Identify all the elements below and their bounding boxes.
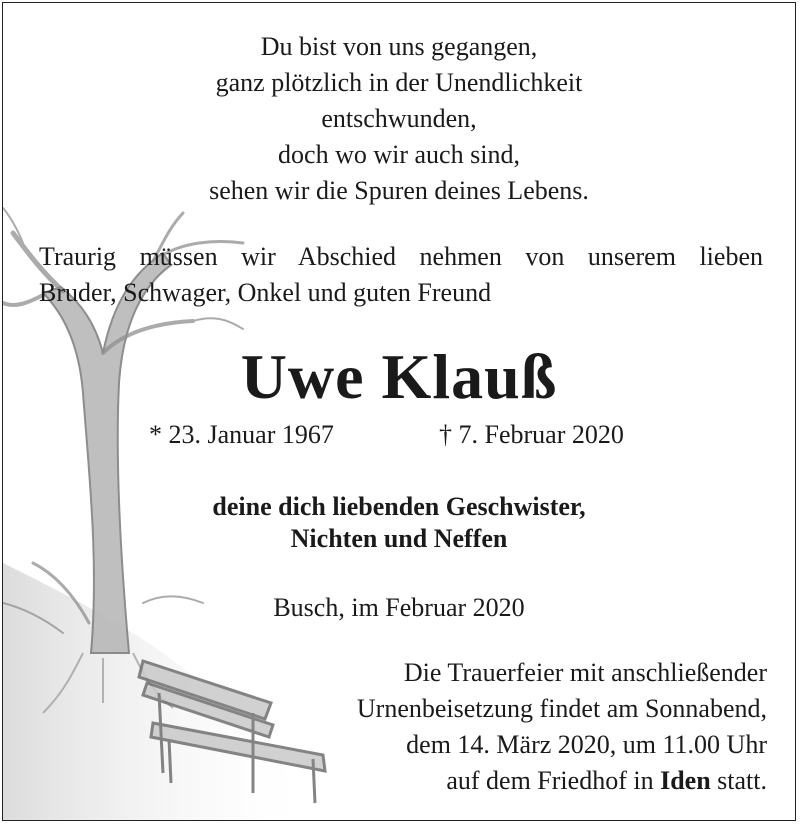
poem-line: entschwunden, xyxy=(321,104,477,133)
birth-date: * 23. Januar 1967 xyxy=(149,420,334,449)
notice-content xyxy=(3,3,795,820)
service-text: auf dem Friedhof in xyxy=(446,766,661,795)
memorial-poem xyxy=(3,29,795,209)
service-line: dem 14. März 2020, um 11.00 Uhr xyxy=(406,730,767,759)
cemetery-location: Iden xyxy=(660,766,711,795)
obituary-notice xyxy=(2,2,796,821)
intro-line: Traurig müssen wir Abschied nehmen von unserem lieben xyxy=(39,242,763,271)
deceased-name: Uwe Klauß xyxy=(240,341,558,412)
poem-line: sehen wir die Spuren deines Lebens. xyxy=(209,176,589,205)
intro-text xyxy=(39,239,763,311)
poem-line: Du bist von uns gegangen, xyxy=(260,32,538,61)
service-text: statt. xyxy=(710,766,767,795)
place-and-date: Busch, im Februar 2020 xyxy=(273,593,525,622)
poem-line: doch wo wir auch sind, xyxy=(278,140,520,169)
service-info xyxy=(247,655,767,799)
mourners xyxy=(3,491,795,555)
service-line xyxy=(247,763,767,799)
mourners-line: Nichten und Neffen xyxy=(290,524,508,553)
poem-line: ganz plötzlich in der Unendlichkeit xyxy=(215,68,583,97)
service-line: Die Trauerfeier mit anschließender xyxy=(403,658,767,687)
service-line: Urnenbeisetzung findet am Sonnabend, xyxy=(356,694,767,723)
death-date: † 7. Februar 2020 xyxy=(439,420,624,449)
intro-line: Bruder, Schwager, Onkel und guten Freund xyxy=(39,278,492,307)
mourners-line: deine dich liebenden Geschwister, xyxy=(212,492,586,521)
